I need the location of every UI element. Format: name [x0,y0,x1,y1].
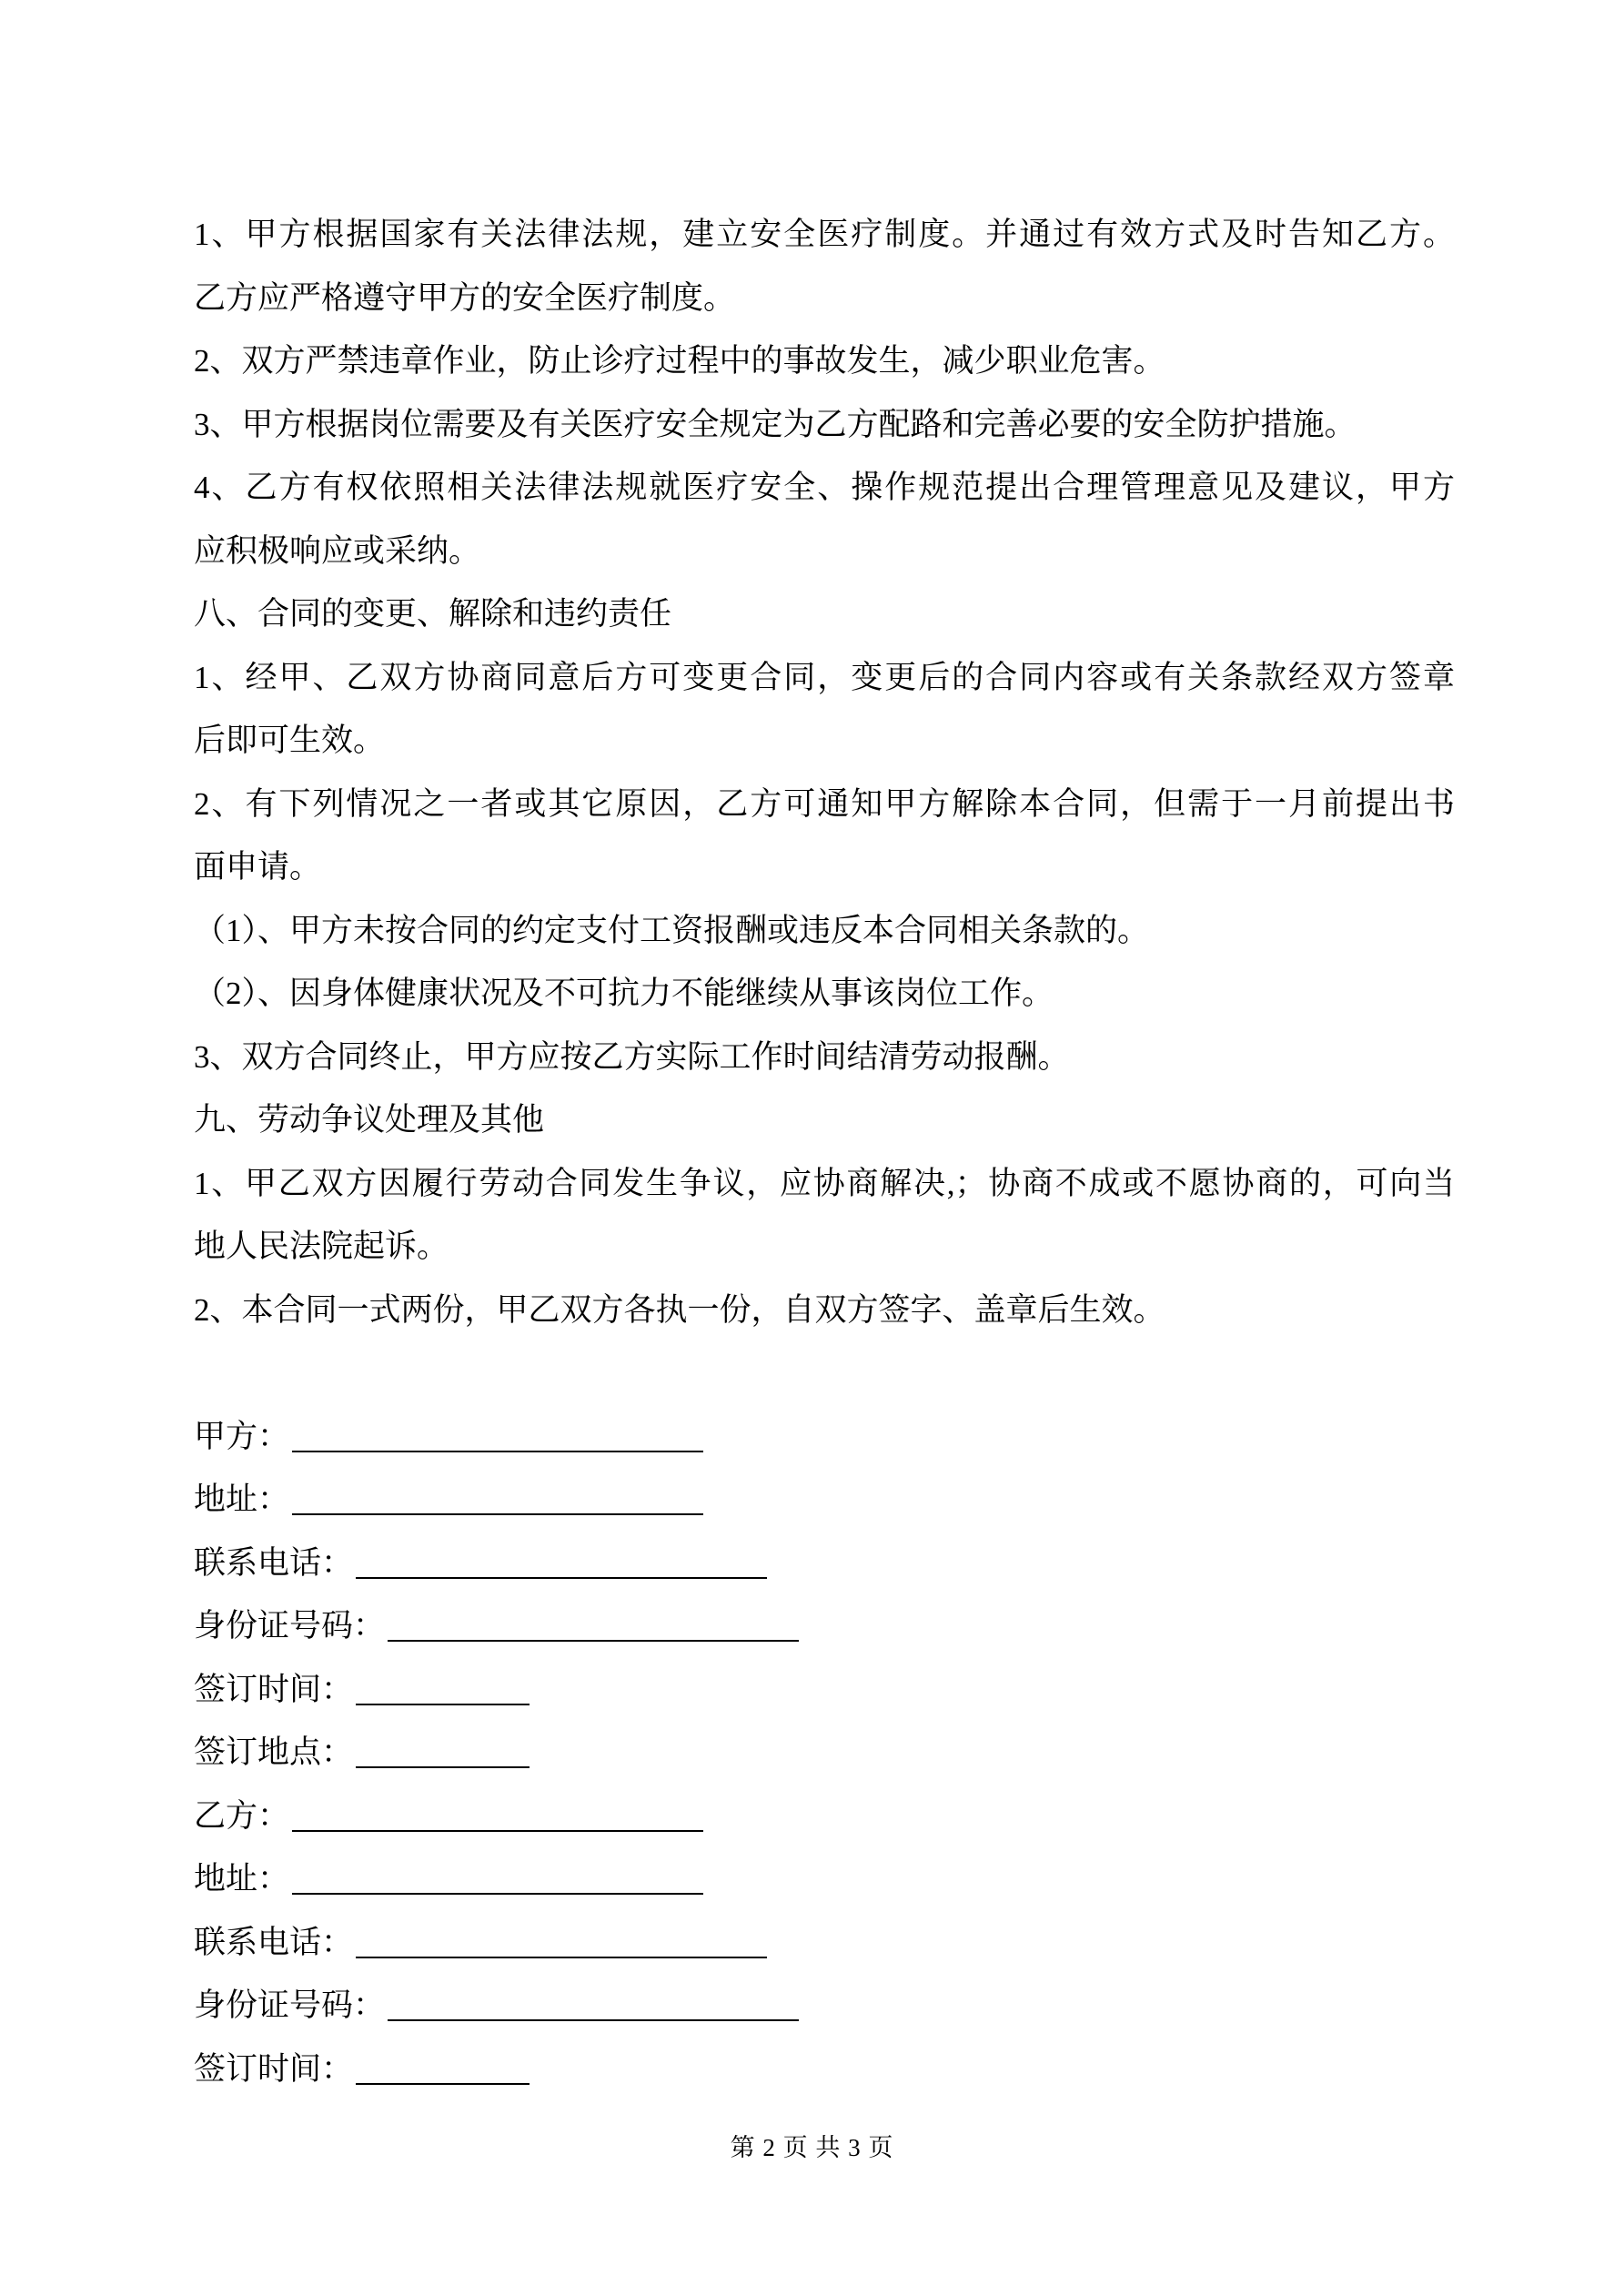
field-row-sign-date-b [194,2038,1455,2101]
field-row-phone-a [194,1532,1455,1595]
field-row-party-b [194,1785,1455,1848]
field-label: 签订时间： [194,2050,354,2087]
signature-blank-line [356,1728,530,1768]
signature-blank-line [356,2045,530,2085]
field-label: 甲方： [194,1418,290,1454]
contract-line: （1）、甲方未按合同的约定支付工资报酬或违反本合同相关条款的。 [194,912,1150,948]
signature-blank-line [388,1981,799,2021]
field-label: 联系电话： [194,1924,354,1960]
section-heading-9: 九、劳动争议处理及其他 [194,1102,545,1138]
field-row-address-b [194,1847,1455,1911]
contract-line: 应积极响应或采纳。 [194,532,481,569]
contract-line: 后即可生效。 [194,723,386,758]
signature-blank-line [356,1539,767,1579]
field-row-phone-b [194,1911,1455,1975]
field-label: 地址： [194,1861,290,1896]
field-label: 乙方： [194,1797,290,1834]
field-row-id-number-a [194,1594,1455,1658]
contract-line: 1、甲乙双方因履行劳动合同发生争议，应协商解决,；协商不成或不愿协商的，可向当 [194,1165,1455,1201]
section-heading-8: 八、合同的变更、解除和违约责任 [194,596,672,632]
field-label: 签订地点： [194,1735,354,1770]
contract-line: 1、甲方根据国家有关法律法规，建立安全医疗制度。并通过有效方式及时告知乙方。 [194,217,1455,252]
field-row-id-number-b [194,1974,1455,2038]
contract-line: 面申请。 [194,849,322,885]
contract-body [194,203,1455,2100]
contract-line: （2）、因身体健康状况及不可抗力不能继续从事该岗位工作。 [194,976,1054,1011]
field-label: 签订时间： [194,1671,354,1707]
field-row-sign-date-a [194,1658,1455,1722]
field-row-address-a [194,1468,1455,1532]
signature-blank-line [292,1475,703,1515]
contract-line: 4、乙方有权依照相关法律法规就医疗安全、操作规范提出合理管理意见及建议，甲方 [194,470,1455,505]
signature-blank-line [292,1855,703,1895]
field-label: 地址： [194,1482,290,1517]
signature-blank-line [388,1602,799,1642]
page-number: 第 2 页 共 3 页 [730,2134,894,2161]
field-label: 联系电话： [194,1544,354,1581]
contract-line: 2、本合同一式两份，甲乙双方各执一份，自双方签字、盖章后生效。 [194,1291,1165,1328]
contract-line: 2、有下列情况之一者或其它原因，乙方可通知甲方解除本合同，但需于一月前提出书 [194,785,1455,822]
contract-line: 1、经甲、乙双方协商同意后方可变更合同，变更后的合同内容或有关条款经双方签章 [194,659,1455,695]
field-row-sign-place-a [194,1721,1455,1785]
contract-line: 地人民法院起诉。 [194,1229,449,1264]
contract-line: 2、双方严禁违章作业，防止诊疗过程中的事故发生，减少职业危害。 [194,343,1165,379]
field-label: 身份证号码： [194,1988,386,2023]
contract-line: 乙方应严格遵守甲方的安全医疗制度。 [194,279,736,316]
signature-blank-line [292,1412,703,1452]
contract-line: 3、双方合同终止，甲方应按乙方实际工作时间结清劳动报酬。 [194,1038,1070,1075]
field-label: 身份证号码： [194,1608,386,1644]
signature-blank-line [356,1918,767,1958]
signature-blank-line [356,1665,530,1705]
field-row-party-a [194,1405,1455,1469]
blank-line-spacer [194,1341,1455,1405]
signature-blank-line [292,1792,703,1832]
contract-line: 3、甲方根据岗位需要及有关医疗安全规定为乙方配路和完善必要的安全防护措施。 [194,406,1357,442]
